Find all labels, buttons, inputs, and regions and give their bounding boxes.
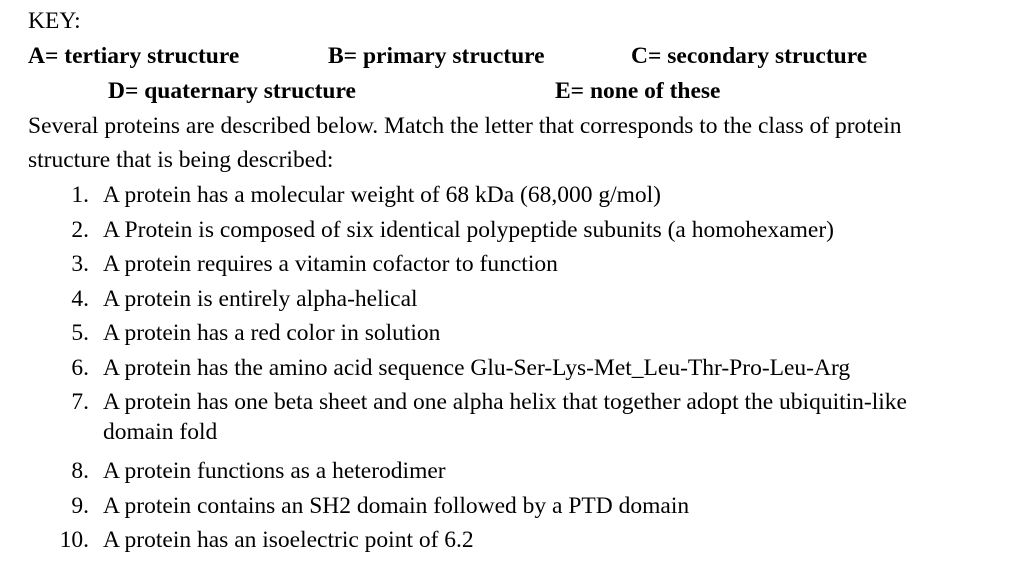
item-number: 2.	[71, 216, 89, 243]
item-number: 3.	[71, 251, 89, 277]
item-text: A protein has an isoelectric point of 6.2	[103, 527, 474, 553]
key-item-e: E= none of these	[555, 78, 721, 104]
item-number: 9.	[71, 492, 89, 519]
item-text: A protein functions as a heterodimer	[103, 458, 446, 484]
item-number: 4.	[71, 285, 89, 312]
key-item-d: D= quaternary structure	[108, 78, 356, 104]
item-number: 8.	[71, 458, 89, 484]
item-text: A protein has a molecular weight of 68 kDa (68,000 g/mol)	[103, 182, 661, 208]
key-item-a: A= tertiary structure	[28, 43, 240, 69]
item-text: A protein has the amino acid sequence Glu-Ser-Lys-Met_Leu-Thr-Pro-Leu-Arg	[103, 354, 851, 381]
item-number: 10.	[59, 527, 89, 553]
item-number: 1.	[71, 182, 89, 208]
key-item-c: C= secondary structure	[631, 43, 868, 69]
item-text: A protein contains an SH2 domain followed by a PTD domain	[103, 492, 690, 519]
item-text: A protein has one beta sheet and one alpha helix that together adopt the ubiquitin-like domain fold	[103, 389, 907, 445]
item-number: 6.	[71, 354, 89, 381]
instructions-line-2: structure that is being described:	[28, 147, 334, 173]
item-number: 5.	[71, 320, 89, 346]
item-number: 7.	[71, 389, 89, 415]
item-text: A Protein is composed of six identical polypeptide subunits (a homohexamer)	[103, 216, 834, 243]
key-heading: KEY:	[28, 8, 81, 34]
item-text: A protein is entirely alpha-helical	[103, 285, 418, 312]
item-text: A protein requires a vitamin cofactor to function	[103, 251, 558, 277]
item-text: A protein has a red color in solution	[103, 320, 441, 346]
instructions-line-1: Several proteins are described below. Match the letter that corresponds to the class of protein	[28, 113, 902, 139]
key-item-b: B= primary structure	[328, 43, 545, 69]
